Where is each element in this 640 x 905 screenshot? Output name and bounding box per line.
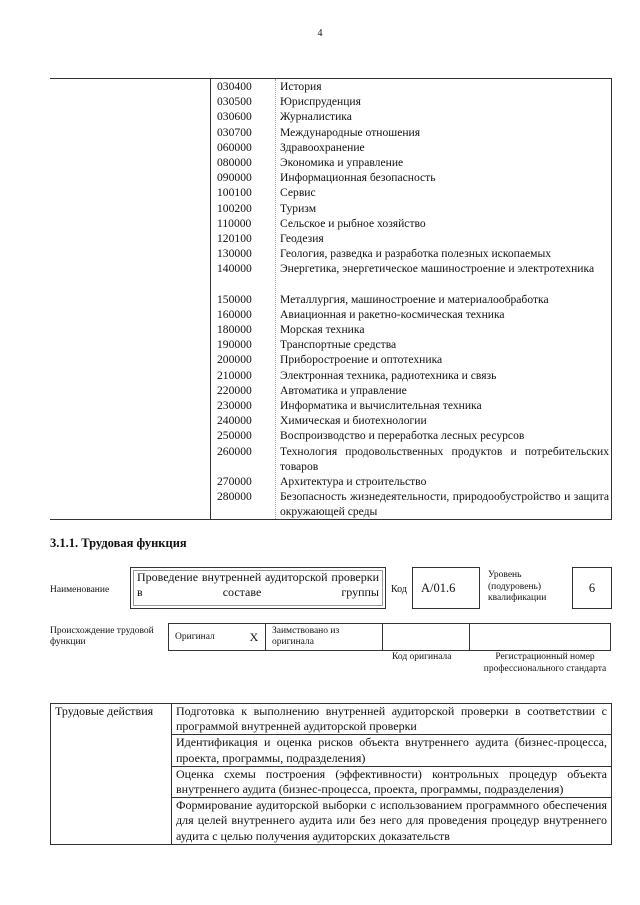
spec-code: 200000: [217, 353, 252, 367]
empty-cell: [50, 79, 211, 520]
actions-header: Трудовые действия: [51, 704, 172, 845]
original-code-cell: [383, 624, 470, 651]
spec-name: Автоматика и управление: [280, 383, 407, 397]
spec-name: Журналистика: [280, 110, 352, 124]
spec-code: 240000: [217, 414, 252, 428]
spec-name: Архитектура и строительство: [280, 474, 427, 488]
spec-name: Информационная безопасность: [280, 171, 436, 185]
origin-label: Происхождение трудовой функции: [50, 626, 154, 647]
spec-code: 090000: [217, 171, 252, 185]
spec-code: 140000: [217, 262, 252, 276]
action-item: Формирование аудиторской выборки с использованием программного обеспечения для целей внутреннего аудита или без него для проведения процедур внутреннего аудита с целью получения аудиторских доказательств: [172, 798, 612, 845]
qualification-level: 6: [572, 567, 612, 609]
spec-name: Морская техника: [280, 323, 365, 337]
function-name-box: [130, 567, 386, 609]
original-code-caption: Код оригинала: [392, 652, 452, 662]
spec-name: История: [280, 80, 322, 93]
registration-number-caption: Регистрационный номер профессионального стандарта: [483, 652, 607, 674]
name-column: [276, 79, 612, 520]
spec-code: 190000: [217, 338, 252, 352]
borrowed-label: Заимствовано из оригинала: [266, 624, 383, 651]
spec-code: 030700: [217, 125, 252, 139]
spec-name: Экономика и управление: [280, 155, 404, 169]
action-item: Оценка схемы построения (эффективности) контрольных процедур объекта внутреннего аудита (бизнес-процесса, проекта, программы, подразделения): [172, 766, 612, 797]
spec-name: Технология продовольственных продуктов и потребительских товаров: [280, 444, 609, 473]
spec-code: 180000: [217, 323, 252, 337]
spec-code: 100100: [217, 186, 252, 200]
spec-code: 150000: [217, 292, 252, 306]
spec-code: 260000: [217, 444, 252, 458]
spec-code: 270000: [217, 474, 252, 488]
level-label: Уровень (подуровень) квалификации: [488, 570, 547, 603]
spec-name: Сельское и рыбное хозяйство: [280, 216, 426, 230]
spec-name: Безопасность жизнедеятельности, природообустройство и защита окружающей среды: [280, 490, 609, 519]
function-code: A/01.6: [412, 567, 480, 609]
spec-name: Металлургия, машиностроение и материалообработка: [280, 292, 549, 306]
spec-code: 100200: [217, 201, 252, 215]
code-column: [211, 79, 276, 520]
spec-name: Химическая и биотехнологии: [280, 414, 427, 428]
original-label: Оригинал: [169, 624, 244, 651]
spec-code: 160000: [217, 307, 252, 321]
registration-number-cell: [470, 624, 611, 651]
spec-code: 110000: [217, 216, 252, 230]
action-item: Идентификация и оценка рисков объекта внутреннего аудита (бизнес-процесса, проекта, программы, подразделения): [172, 735, 612, 766]
spec-name: Международные отношения: [280, 125, 421, 139]
spec-code: 120100: [217, 231, 252, 245]
spec-name: Приборостроение и оптотехника: [280, 353, 443, 367]
spec-name: Туризм: [280, 201, 317, 215]
spec-name: Геодезия: [280, 231, 324, 245]
spec-code: 130000: [217, 247, 252, 261]
specialties-table: [50, 78, 612, 520]
spec-name: Авиационная и ракетно-космическая техника: [280, 307, 505, 321]
spec-name: Энергетика, энергетическое машиностроение и электротехника: [280, 262, 595, 276]
spec-code: 080000: [217, 155, 252, 169]
section-title: 3.1.1. Трудовая функция: [50, 536, 187, 550]
spec-code: 250000: [217, 429, 252, 443]
spec-code: 280000: [217, 490, 252, 504]
spec-code: 030500: [217, 95, 252, 109]
spec-code: 030400: [217, 80, 252, 93]
spec-name: Информатика и вычислительная техника: [280, 398, 482, 412]
function-name: Проведение внутренней аудиторской проверки в составе группы: [137, 570, 379, 599]
labor-actions-table: [50, 703, 612, 845]
spec-name: Транспортные средства: [280, 338, 397, 352]
spec-code: 220000: [217, 383, 252, 397]
origin-table: [168, 623, 611, 651]
spec-name: Воспроизводство и переработка лесных ресурсов: [280, 429, 525, 443]
spec-name: Здравоохранение: [280, 140, 365, 154]
code-label: Код: [391, 584, 407, 595]
page-number: 4: [317, 28, 323, 39]
original-mark: X: [243, 624, 266, 651]
spec-code: 230000: [217, 398, 252, 412]
spec-code: 030600: [217, 110, 252, 124]
name-label: Наименование: [50, 585, 110, 595]
spec-name: Сервис: [280, 186, 316, 200]
action-item: Подготовка к выполнению внутренней аудиторской проверки в соответствии с программой внутренней аудиторской проверки: [172, 704, 612, 735]
spec-name: Геология, разведка и разработка полезных ископаемых: [280, 247, 552, 261]
spec-name: Юриспруденция: [280, 95, 361, 109]
spec-code: 210000: [217, 368, 252, 382]
spec-code: 060000: [217, 140, 252, 154]
spec-name: Электронная техника, радиотехника и связь: [280, 368, 497, 382]
